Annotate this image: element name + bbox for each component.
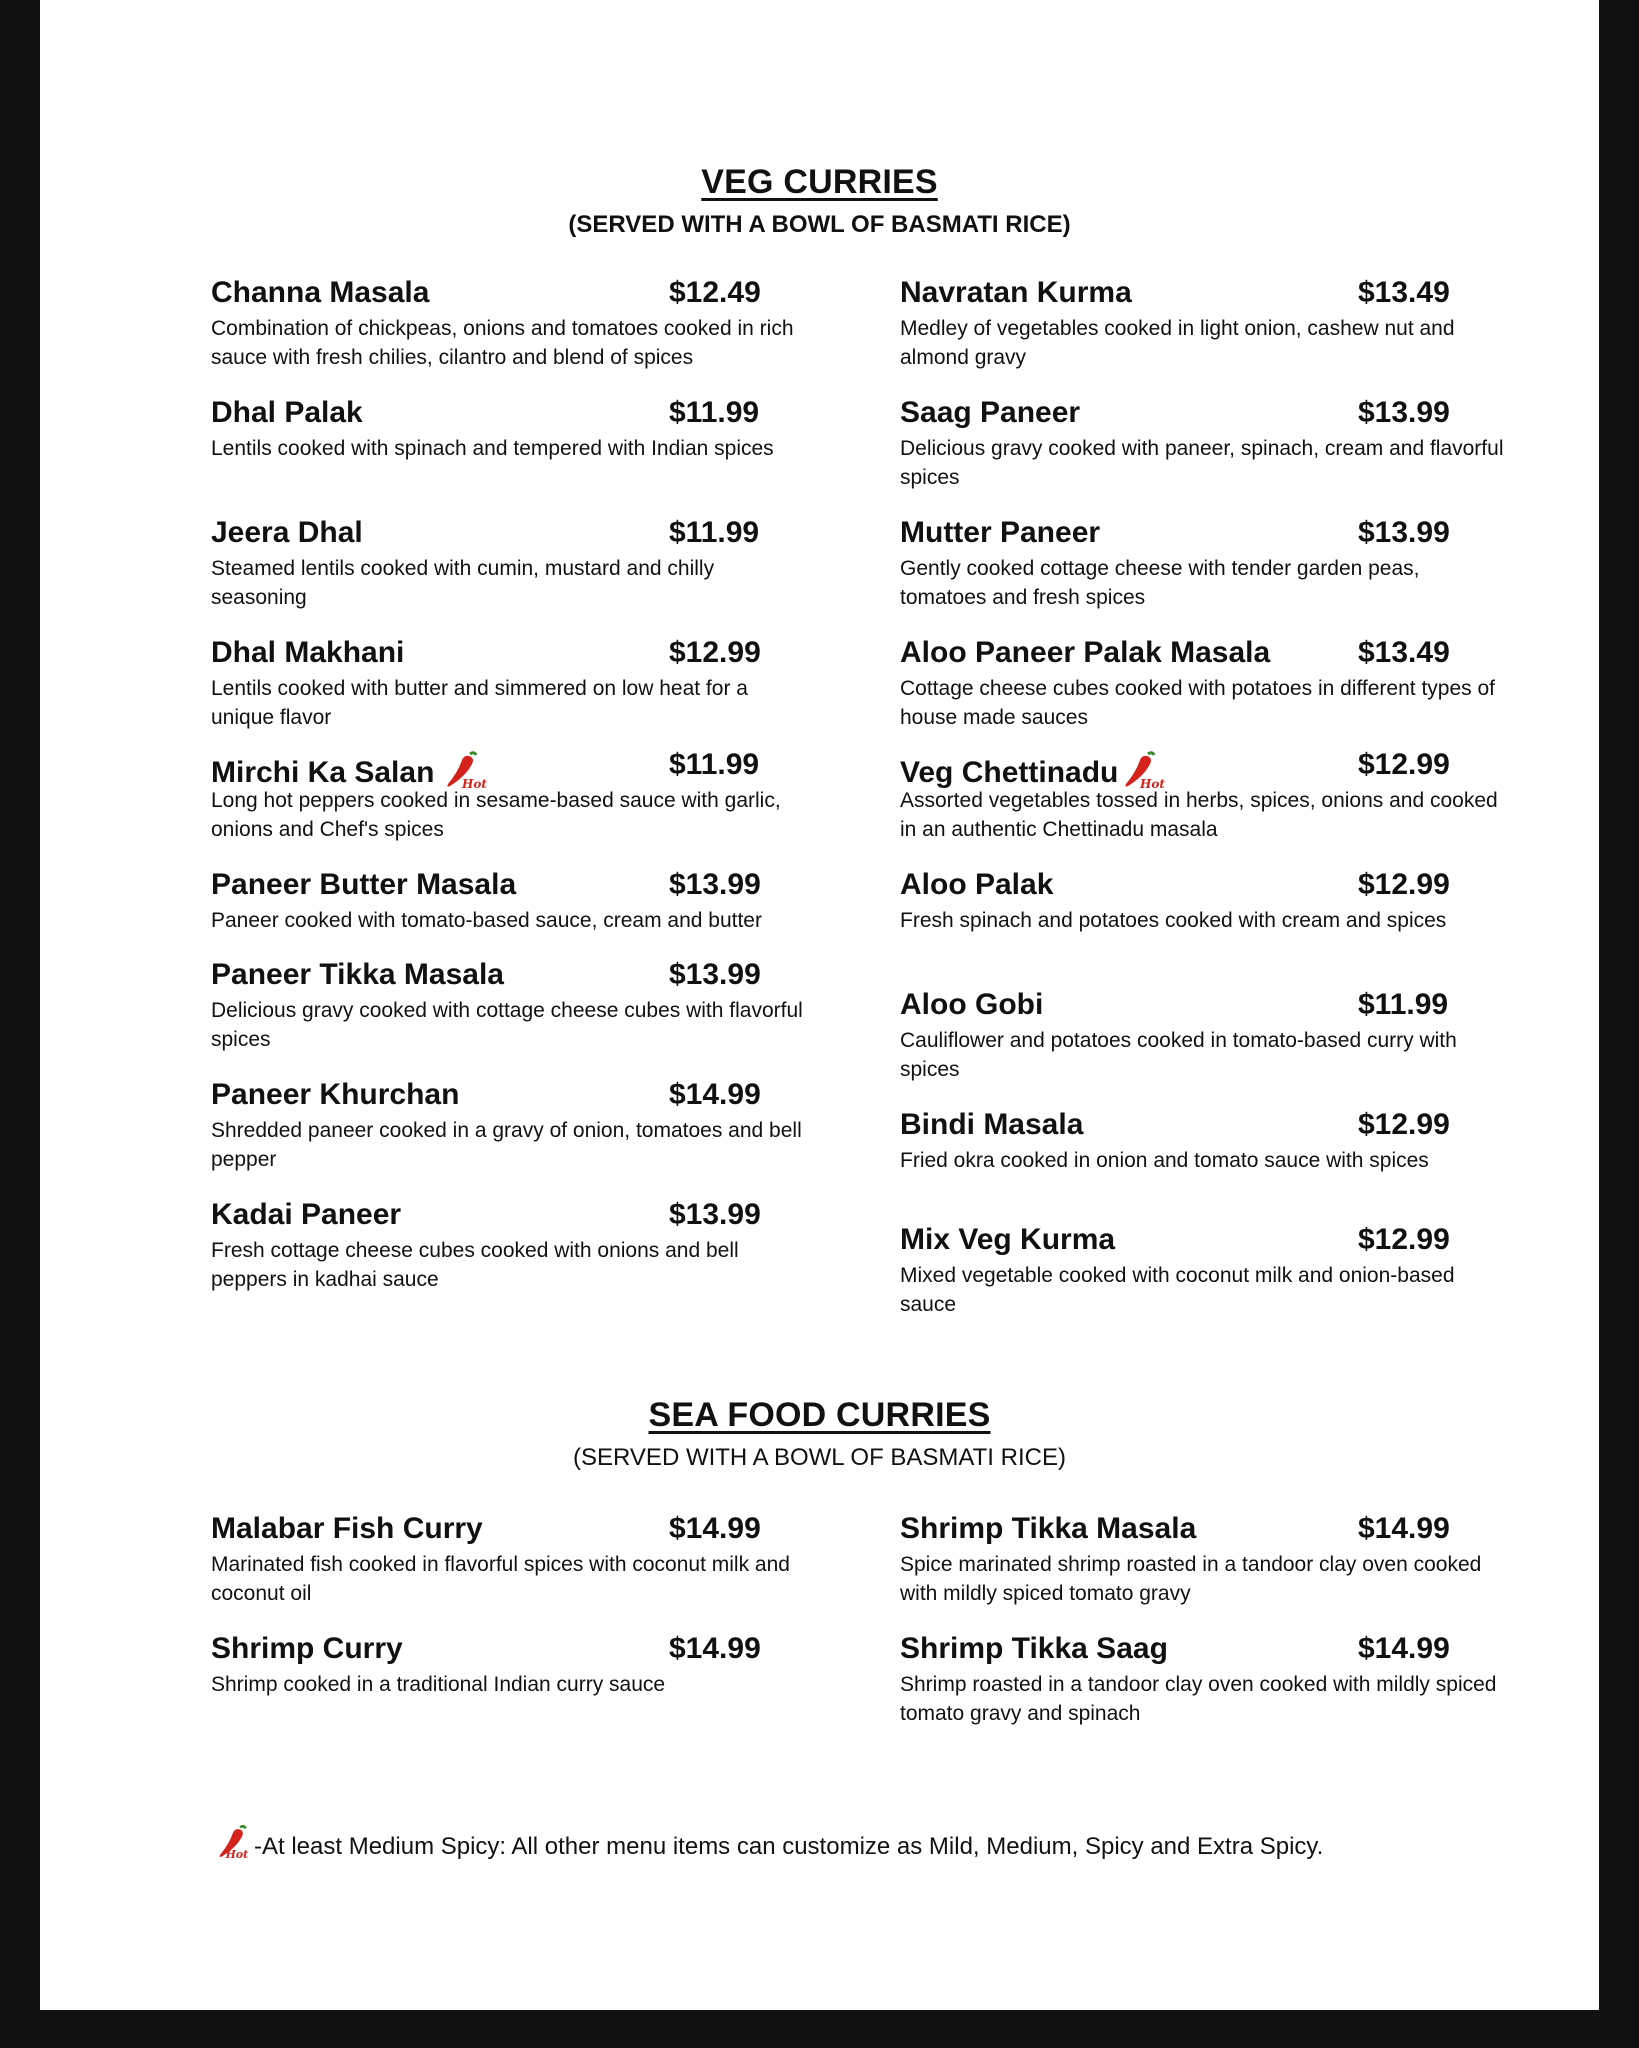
menu-item <box>211 1078 811 1174</box>
item-price: $14.99 <box>669 1078 761 1111</box>
menu-item <box>211 516 811 612</box>
menu-item <box>900 1632 1520 1728</box>
item-description: Marinated fish cooked in flavorful spices with coconut milk and coconut oil <box>211 1553 790 1605</box>
item-price: $13.99 <box>1358 396 1450 429</box>
svg-text:Hot: Hot <box>462 777 488 791</box>
item-name: Shrimp Tikka Masala <box>900 1512 1197 1545</box>
item-price: $11.99 <box>669 748 760 781</box>
item-price: $12.99 <box>1358 748 1450 781</box>
menu-item <box>900 396 1520 492</box>
item-description: Fresh spinach and potatoes cooked with cream and spices <box>900 909 1447 932</box>
item-price: $12.99 <box>669 636 761 669</box>
item-description: Shrimp cooked in a traditional Indian curry sauce <box>211 1673 666 1696</box>
menu-item <box>211 748 811 844</box>
menu-item <box>900 748 1520 844</box>
item-description: Gently cooked cottage cheese with tender garden peas, tomatoes and fresh spices <box>900 557 1420 609</box>
item-name: Aloo Gobi <box>900 988 1044 1021</box>
item-name: Dhal Makhani <box>211 636 405 669</box>
item-name: Veg Chettinadu <box>900 756 1119 789</box>
hot-chili-icon <box>212 1822 252 1860</box>
menu-item <box>900 1512 1520 1608</box>
item-description: Lentils cooked with spinach and tempered with Indian spices <box>211 437 774 460</box>
menu-item <box>900 516 1520 612</box>
menu-item <box>211 276 811 372</box>
item-description: Cottage cheese cubes cooked with potatoes in different types of house made sauces <box>900 677 1495 729</box>
menu-item <box>211 958 811 1054</box>
item-description: Long hot peppers cooked in sesame-based sauce with garlic, onions and Chef's spices <box>211 789 781 841</box>
item-price: $12.99 <box>1358 1223 1450 1256</box>
item-price: $13.99 <box>669 958 761 991</box>
svg-text:Hot: Hot <box>1140 777 1166 791</box>
item-name: Paneer Butter Masala <box>211 868 517 901</box>
svg-text:Hot: Hot <box>225 1848 249 1862</box>
item-description: Shrimp roasted in a tandoor clay oven cooked with mildly spiced tomato gravy and spinach <box>900 1673 1497 1725</box>
menu-item <box>900 636 1520 732</box>
item-name: Channa Masala <box>211 276 430 309</box>
item-price: $13.49 <box>1358 636 1450 669</box>
item-name: Shrimp Tikka Saag <box>900 1632 1168 1665</box>
item-price: $11.99 <box>1358 988 1449 1021</box>
item-description: Combination of chickpeas, onions and tomatoes cooked in rich sauce with fresh chilies, cilantro and blend of spices <box>211 317 794 369</box>
item-description: Delicious gravy cooked with paneer, spinach, cream and flavorful spices <box>900 437 1504 489</box>
footnote-text: -At least Medium Spicy: All other menu items can customize as Mild, Medium, Spicy and Extra Spicy. <box>254 1833 1324 1860</box>
menu-item <box>211 1632 811 1699</box>
item-name: Paneer Tikka Masala <box>211 958 504 991</box>
item-description: Paneer cooked with tomato-based sauce, cream and butter <box>211 909 762 932</box>
item-price: $12.99 <box>1358 1108 1450 1141</box>
item-price: $14.99 <box>1358 1512 1450 1545</box>
item-name: Shrimp Curry <box>211 1632 403 1665</box>
menu-item <box>900 988 1520 1084</box>
item-name: Mix Veg Kurma <box>900 1223 1116 1256</box>
seafood-section-subtitle: (SERVED WITH A BOWL OF BASMATI RICE) <box>573 1444 1066 1471</box>
item-description: Medley of vegetables cooked in light onion, cashew nut and almond gravy <box>900 317 1455 369</box>
item-name: Paneer Khurchan <box>211 1078 460 1111</box>
menu-item <box>211 1512 811 1608</box>
item-name: Navratan Kurma <box>900 276 1132 309</box>
item-price: $13.99 <box>669 868 761 901</box>
item-price: $12.99 <box>1358 868 1450 901</box>
item-description: Fried okra cooked in onion and tomato sauce with spices <box>900 1149 1429 1172</box>
item-name: Kadai Paneer <box>211 1198 402 1231</box>
item-price: $12.49 <box>669 276 761 309</box>
item-price: $14.99 <box>1358 1632 1450 1665</box>
hot-chili-icon <box>1118 748 1166 791</box>
item-description: Shredded paneer cooked in a gravy of onion, tomatoes and bell pepper <box>211 1119 802 1171</box>
item-price: $14.99 <box>669 1512 761 1545</box>
item-description: Spice marinated shrimp roasted in a tandoor clay oven cooked with mildly spiced tomato gravy <box>900 1553 1482 1605</box>
item-description: Fresh cottage cheese cubes cooked with onions and bell peppers in kadhai sauce <box>211 1239 739 1291</box>
item-description: Delicious gravy cooked with cottage cheese cubes with flavorful spices <box>211 999 803 1051</box>
veg-section-title: VEG CURRIES <box>701 163 938 201</box>
item-price: $14.99 <box>669 1632 761 1665</box>
menu-item <box>211 1198 811 1294</box>
item-price: $13.99 <box>1358 516 1450 549</box>
item-description: Mixed vegetable cooked with coconut milk and onion-based sauce <box>900 1264 1455 1316</box>
item-price: $11.99 <box>669 516 760 549</box>
item-name: Malabar Fish Curry <box>211 1512 483 1545</box>
menu-item <box>211 868 811 935</box>
item-name: Dhal Palak <box>211 396 363 429</box>
item-price: $13.99 <box>669 1198 761 1231</box>
seafood-section-title: SEA FOOD CURRIES <box>648 1396 991 1434</box>
item-name: Aloo Paneer Palak Masala <box>900 636 1271 669</box>
item-price: $13.49 <box>1358 276 1450 309</box>
menu-item <box>211 636 811 732</box>
item-description: Cauliflower and potatoes cooked in tomato-based curry with spices <box>900 1029 1457 1081</box>
spice-footnote <box>212 1822 1323 1861</box>
menu-item <box>900 1108 1520 1175</box>
menu-item <box>900 868 1520 935</box>
item-price: $11.99 <box>669 396 760 429</box>
item-name: Jeera Dhal <box>211 516 363 549</box>
veg-section-subtitle: (SERVED WITH A BOWL OF BASMATI RICE) <box>568 211 1071 238</box>
item-name: Mutter Paneer <box>900 516 1101 549</box>
item-name: Aloo Palak <box>900 868 1054 901</box>
item-name: Saag Paneer <box>900 396 1081 429</box>
item-description: Lentils cooked with butter and simmered on low heat for a unique flavor <box>211 677 748 729</box>
item-description: Assorted vegetables tossed in herbs, spices, onions and cooked in an authentic Chettinadu masala <box>900 789 1498 841</box>
menu-item <box>900 1223 1520 1319</box>
item-name: Mirchi Ka Salan <box>211 756 435 789</box>
item-name: Bindi Masala <box>900 1108 1084 1141</box>
menu-item <box>900 276 1520 372</box>
item-description: Steamed lentils cooked with cumin, mustard and chilly seasoning <box>211 557 715 609</box>
menu-item <box>211 396 811 463</box>
hot-chili-icon <box>440 748 488 791</box>
